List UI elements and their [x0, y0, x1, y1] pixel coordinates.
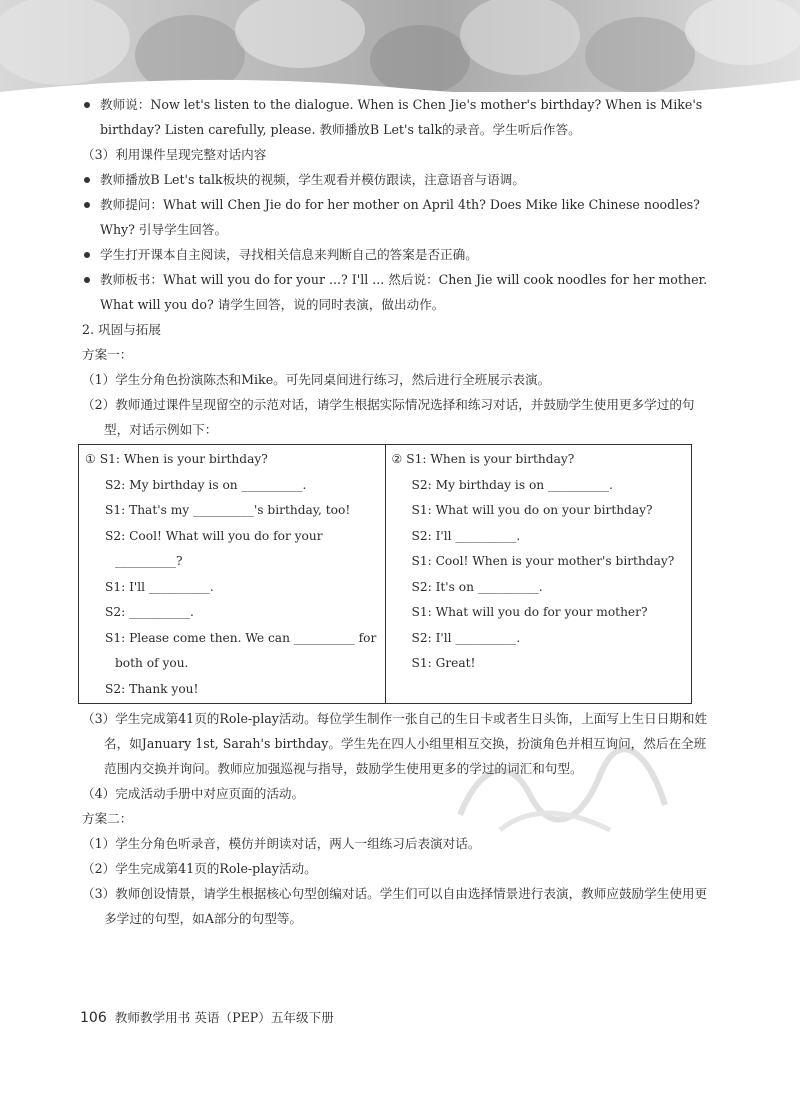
- bullet-icon: [84, 277, 90, 283]
- dialogue-left-column: [79, 445, 386, 703]
- dialogue-line: S2: Cool! What will you do for your: [105, 528, 323, 543]
- bullet-icon: [84, 177, 90, 183]
- list-item: [82, 92, 712, 142]
- dialogue-line: S2: It's on __________.: [411, 579, 543, 594]
- dialogue-line: S2: My birthday is on __________.: [105, 477, 307, 492]
- page-content: [82, 92, 712, 931]
- dialogue-line: S1: That's my __________'s birthday, too!: [105, 503, 351, 517]
- dialogue-line: S2: __________.: [105, 605, 194, 619]
- list-item: （4）完成活动手册中对应页面的活动。: [82, 786, 305, 801]
- plan-label: 方案一：: [82, 347, 133, 362]
- dialogue-line: S1: What will you do on your birthday?: [411, 503, 653, 517]
- dialogue-line: __________?: [115, 554, 183, 568]
- dialogue-line: S1: What will you do for your mother?: [411, 605, 648, 619]
- paragraph: 教师说：Now let's listen to the dialogue. When is Chen Jie's mother's birthday? When is Mike's birthday? Listen carefully, please. 教师播放B Let's talk的录音。学生听后作答。: [100, 97, 703, 137]
- decorative-banner: [0, 0, 800, 92]
- dialogue-line: S2: Thank you!: [105, 681, 199, 696]
- list-item: （2）学生完成第41页的Role-play活动。: [82, 861, 317, 876]
- dialogue-line: S1: I'll __________.: [105, 579, 214, 594]
- dialogue-table: [78, 444, 692, 704]
- dialogue-line: ② S1: When is your birthday?: [391, 452, 575, 466]
- section-heading: 2. 巩固与拓展: [82, 322, 161, 337]
- page-footer: [80, 1008, 334, 1028]
- bullet-icon: [84, 202, 90, 208]
- dialogue-line: S1: Please come then. We can __________ for: [105, 630, 377, 645]
- dialogue-line: S2: I'll __________.: [411, 528, 521, 543]
- dialogue-line: S1: Cool! When is your mother's birthday?: [411, 554, 675, 568]
- dialogue-right-column: [386, 445, 692, 703]
- bullet-icon: [84, 252, 90, 258]
- paragraph: 教师提问：What will Chen Jie do for her mother on April 4th? Does Mike like Chinese noodles? Why? 引导学生回答。: [100, 197, 700, 237]
- dialogue-line: S2: My birthday is on __________.: [411, 477, 613, 492]
- paragraph: 教师播放B Let's talk板块的视频，学生观看并模仿跟读，注意语音与语调。: [100, 172, 525, 187]
- dialogue-line: S2: I'll __________.: [411, 630, 521, 645]
- list-item: （3）学生完成第41页的Role-play活动。每位学生制作一张自己的生日卡或者生日头饰，上面写上生日日期和姓名，如January 1st, Sarah's birthday。学生先在四人小组里相互交换，扮演角色并相互询问，然后在全班范围内交换并询问。教师应加强巡视与指导，鼓励学生使用更多的学过的词汇和句型。: [82, 711, 708, 776]
- list-item: [82, 192, 712, 242]
- paragraph: 学生打开课本自主阅读，寻找相关信息来判断自己的答案是否正确。: [100, 247, 478, 262]
- book-title: 教师教学用书 英语（PEP）五年级下册: [114, 1010, 334, 1025]
- list-item: （3）教师创设情景，请学生根据核心句型创编对话。学生们可以自由选择情景进行表演，教师应鼓励学生使用更多学过的句型，如A部分的句型等。: [82, 886, 708, 926]
- bullet-icon: [84, 102, 90, 108]
- list-item: [82, 267, 712, 317]
- step-heading: （3）利用课件呈现完整对话内容: [82, 147, 267, 162]
- plan-label: 方案二：: [82, 811, 133, 826]
- floral-pattern-icon: [0, 0, 800, 92]
- dialogue-line: both of you.: [115, 656, 189, 670]
- list-item: （2）教师通过课件呈现留空的示范对话，请学生根据实际情况选择和练习对话，并鼓励学生使用更多学过的句型，对话示例如下：: [82, 397, 695, 437]
- page-number: 106: [80, 1010, 107, 1026]
- list-item: [82, 167, 712, 192]
- list-item: （1）学生分角色扮演陈杰和Mike。可先同桌间进行练习，然后进行全班展示表演。: [82, 372, 551, 387]
- list-item: （1）学生分角色听录音，模仿并朗读对话，两人一组练习后表演对话。: [82, 836, 481, 851]
- dialogue-line: ① S1: When is your birthday?: [85, 452, 268, 466]
- paragraph: 教师板书：What will you do for your ...? I'll ... 然后说：Chen Jie will cook noodles for her mother. What will you do? 请学生回答，说的同时表演，做出动作。: [100, 272, 708, 312]
- list-item: [82, 242, 712, 267]
- dialogue-line: S1: Great!: [411, 656, 476, 670]
